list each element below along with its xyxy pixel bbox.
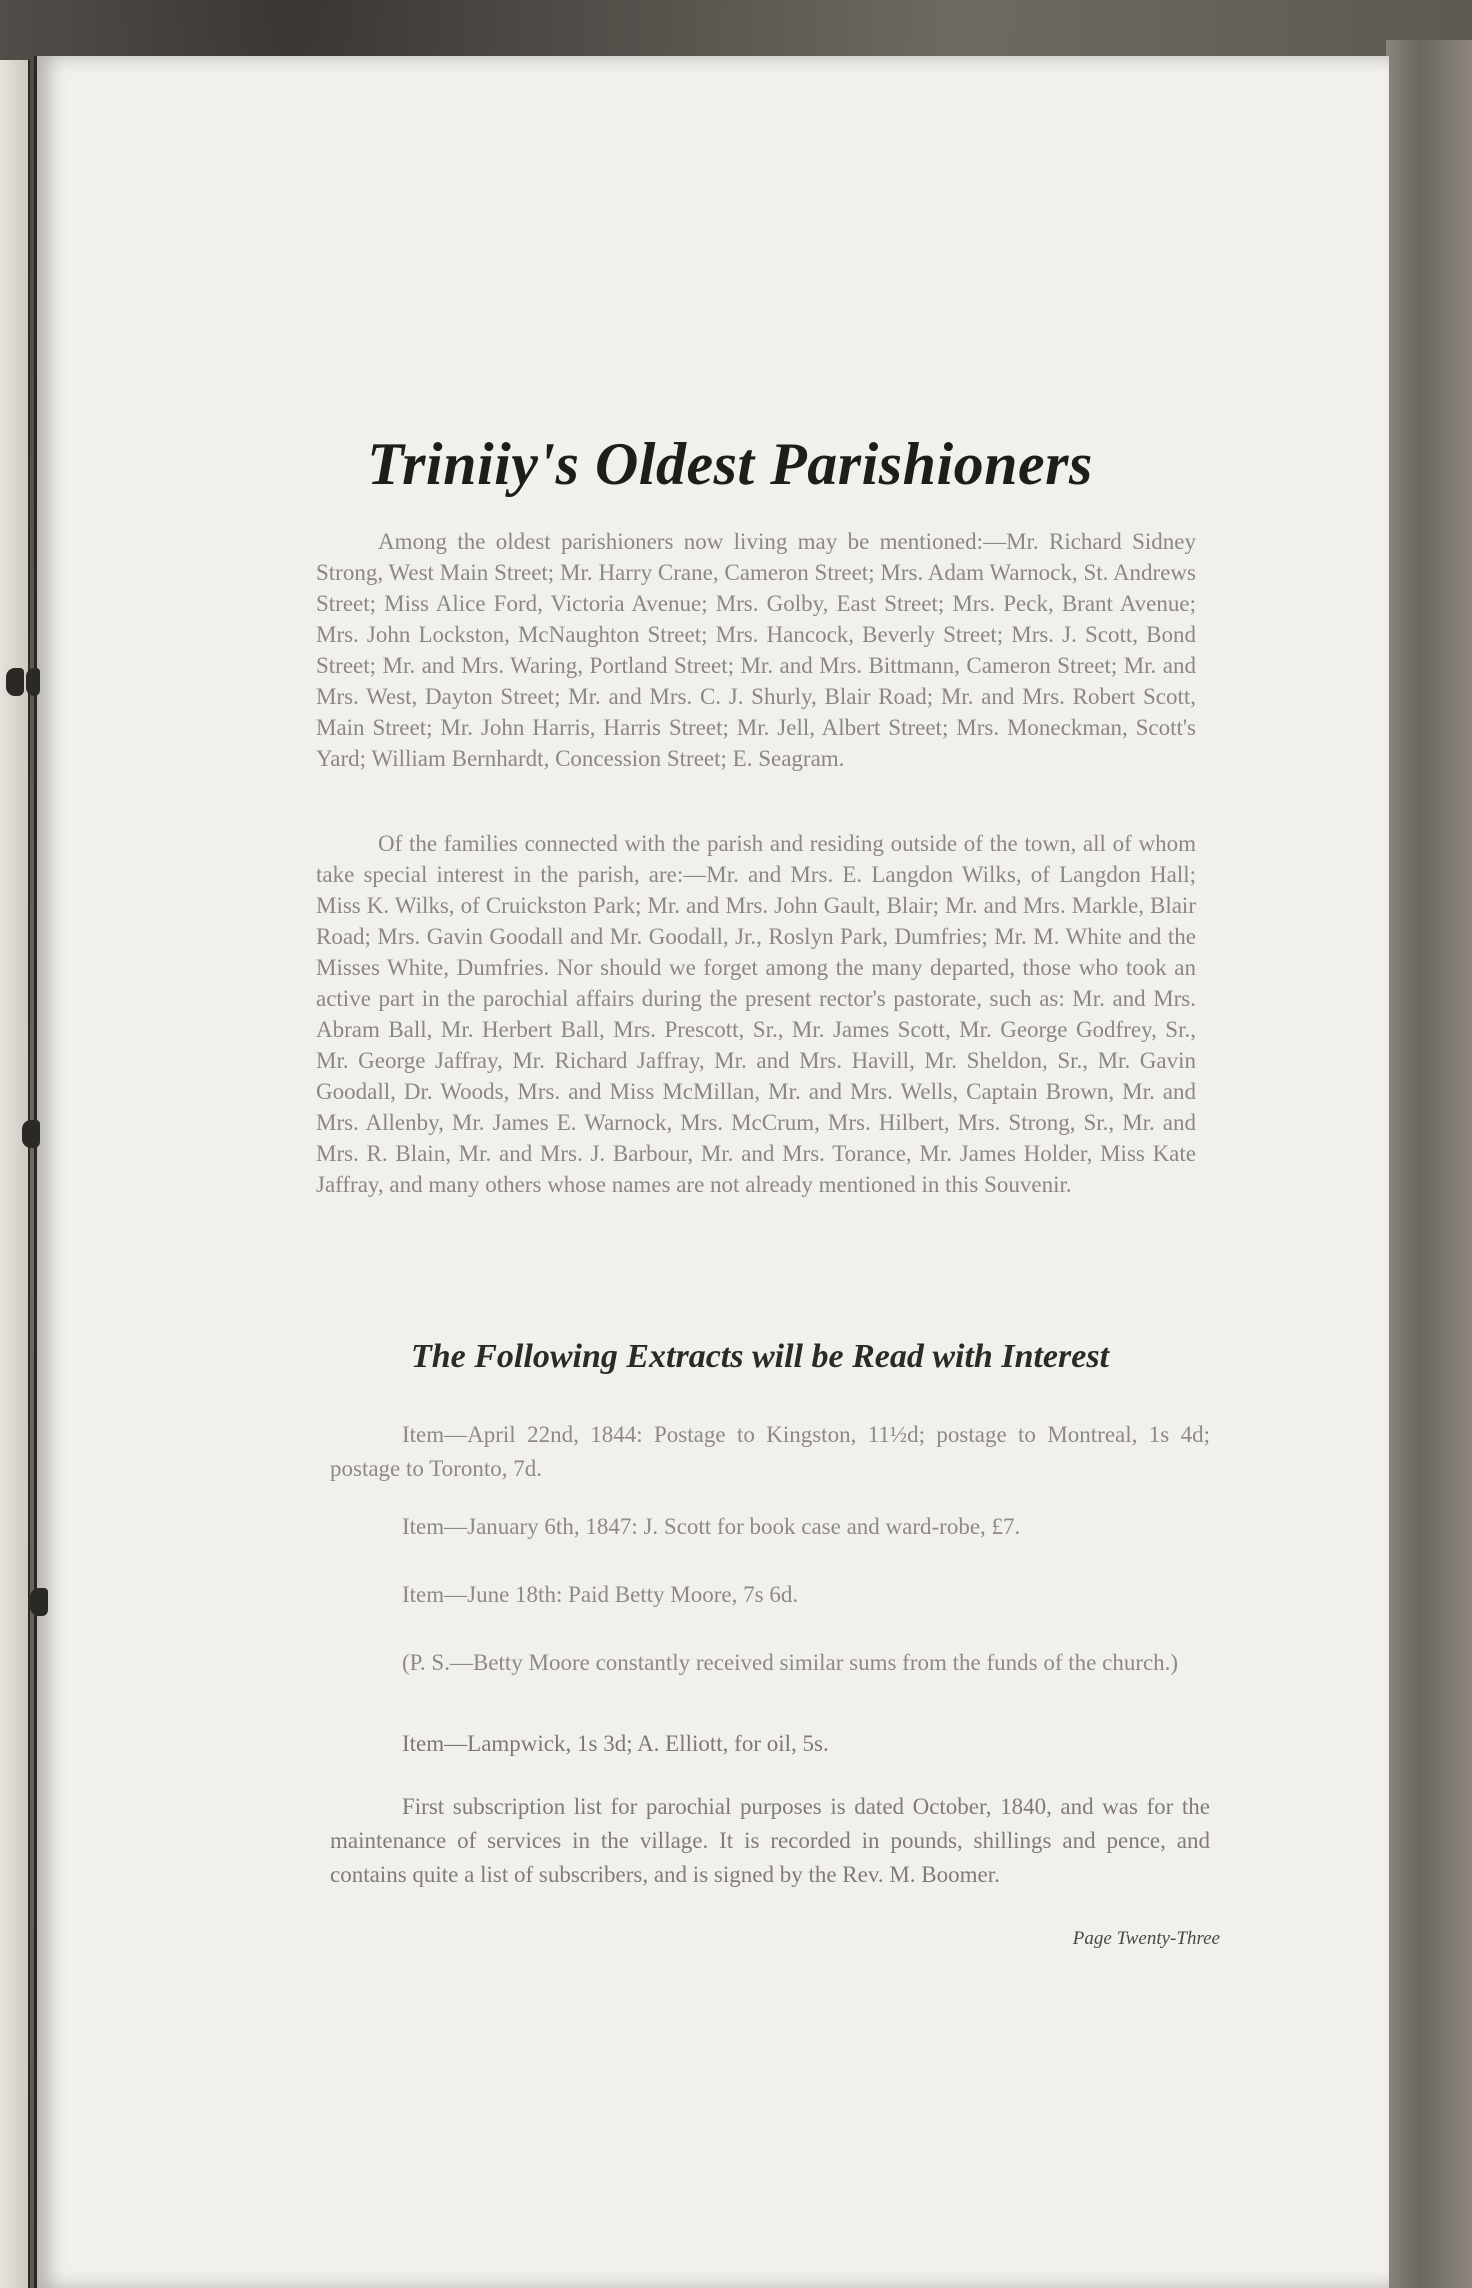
page-edge — [1386, 40, 1472, 2288]
page-number: Page Twenty-Three — [1072, 1928, 1220, 1949]
binding-hole-icon — [22, 1120, 40, 1148]
parishioners-paragraph: Among the oldest parishioners now living may be mentioned:—Mr. Richard Sidney Strong, West Main Street; Mr. Harry Crane, Cameron Street; Mrs. Adam Warnock, St. Andrews Street; Miss Alice Ford, Victoria Avenue; Mrs. Golby, East Street; Mrs. Peck, Brant Avenue; Mrs. John Lockston, McNaughton Street; Mrs. Hancock, Beverly Street; Mrs. J. Scott, Bond Street; Mr. and Mrs. Waring, Portland Street; Mr. and Mrs. Bittmann, Cameron Street; Mr. and Mrs. West, Dayton Street; Mr. and Mrs. C. J. Shurly, Blair Road; Mr. and Mrs. Robert Scott, Main Street; Mr. John Harris, Harris Street; Mr. Jell, Albert Street; Mrs. Moneckman, Scott's Yard; William Bernhardt, Concession Street; E. Seagram. — [316, 529, 1196, 771]
extract-item: Item—April 22nd, 1844: Postage to Kingston, 11½d; postage to Montreal, 1s 4d; postage to Toronto, 7d. — [330, 1422, 1210, 1481]
binding-strip — [0, 60, 30, 2288]
extract-item: Item—June 18th: Paid Betty Moore, 7s 6d. — [402, 1582, 799, 1607]
binding-hole-icon — [6, 668, 24, 696]
extract-item: Item—January 6th, 1847: J. Scott for book case and ward-robe, £7. — [402, 1514, 1021, 1539]
families-paragraph: Of the families connected with the parish and residing outside of the town, all of whom take special interest in the parish, are:—Mr. and Mrs. E. Langdon Wilks, of Langdon Hall; Miss K. Wilks, of Cruickston Park; Mr. and Mrs. John Gault, Blair; Mr. and Mrs. Markle, Blair Road; Mrs. Gavin Goodall and Mr. Goodall, Jr., Roslyn Park, Dumfries; Mr. M. White and the Misses White, Dumfries. Nor should we forget among the many departed, those who took an active part in the parochial affairs during the present rector's pastorate, such as: Mr. and Mrs. Abram Ball, Mr. Herbert Ball, Mrs. Prescott, Sr., Mr. James Scott, Mr. George Godfrey, Sr., Mr. George Jaffray, Mr. Richard Jaffray, Mr. and Mrs. Havill, Mr. Sheldon, Sr., Mr. Gavin Goodall, Dr. Woods, Mrs. and Miss McMillan, Mr. and Mrs. Wells, Captain Brown, Mr. and Mrs. Allenby, Mr. James E. Warnock, Mrs. McCrum, Mrs. Hilbert, Mrs. Strong, Sr., Mr. and Mrs. R. Blain, Mr. and Mrs. J. Barbour, Mr. and Mrs. Torance, Mr. James Holder, Miss Kate Jaffray, and many others whose names are not already mentioned in this Souvenir. — [316, 831, 1196, 1197]
section-subtitle: The Following Extracts will be Read with Interest — [410, 1338, 1110, 1375]
extract-item: Item—Lampwick, 1s 3d; A. Elliott, for oil, 5s. — [402, 1731, 829, 1756]
extract-note: (P. S.—Betty Moore constantly received similar sums from the funds of the church.) — [402, 1650, 1179, 1675]
page-title: Triniiy's Oldest Parishioners — [367, 431, 1093, 497]
binding-hole-icon — [30, 1588, 48, 1616]
subscription-paragraph: First subscription list for parochial purposes is dated October, 1840, and was for the maintenance of services in the village. It is recorded in pounds, shillings and pence, and contains quite a list of subscribers, and is signed by the Rev. M. Boomer. — [330, 1794, 1210, 1887]
binding-hole-icon — [26, 668, 40, 696]
